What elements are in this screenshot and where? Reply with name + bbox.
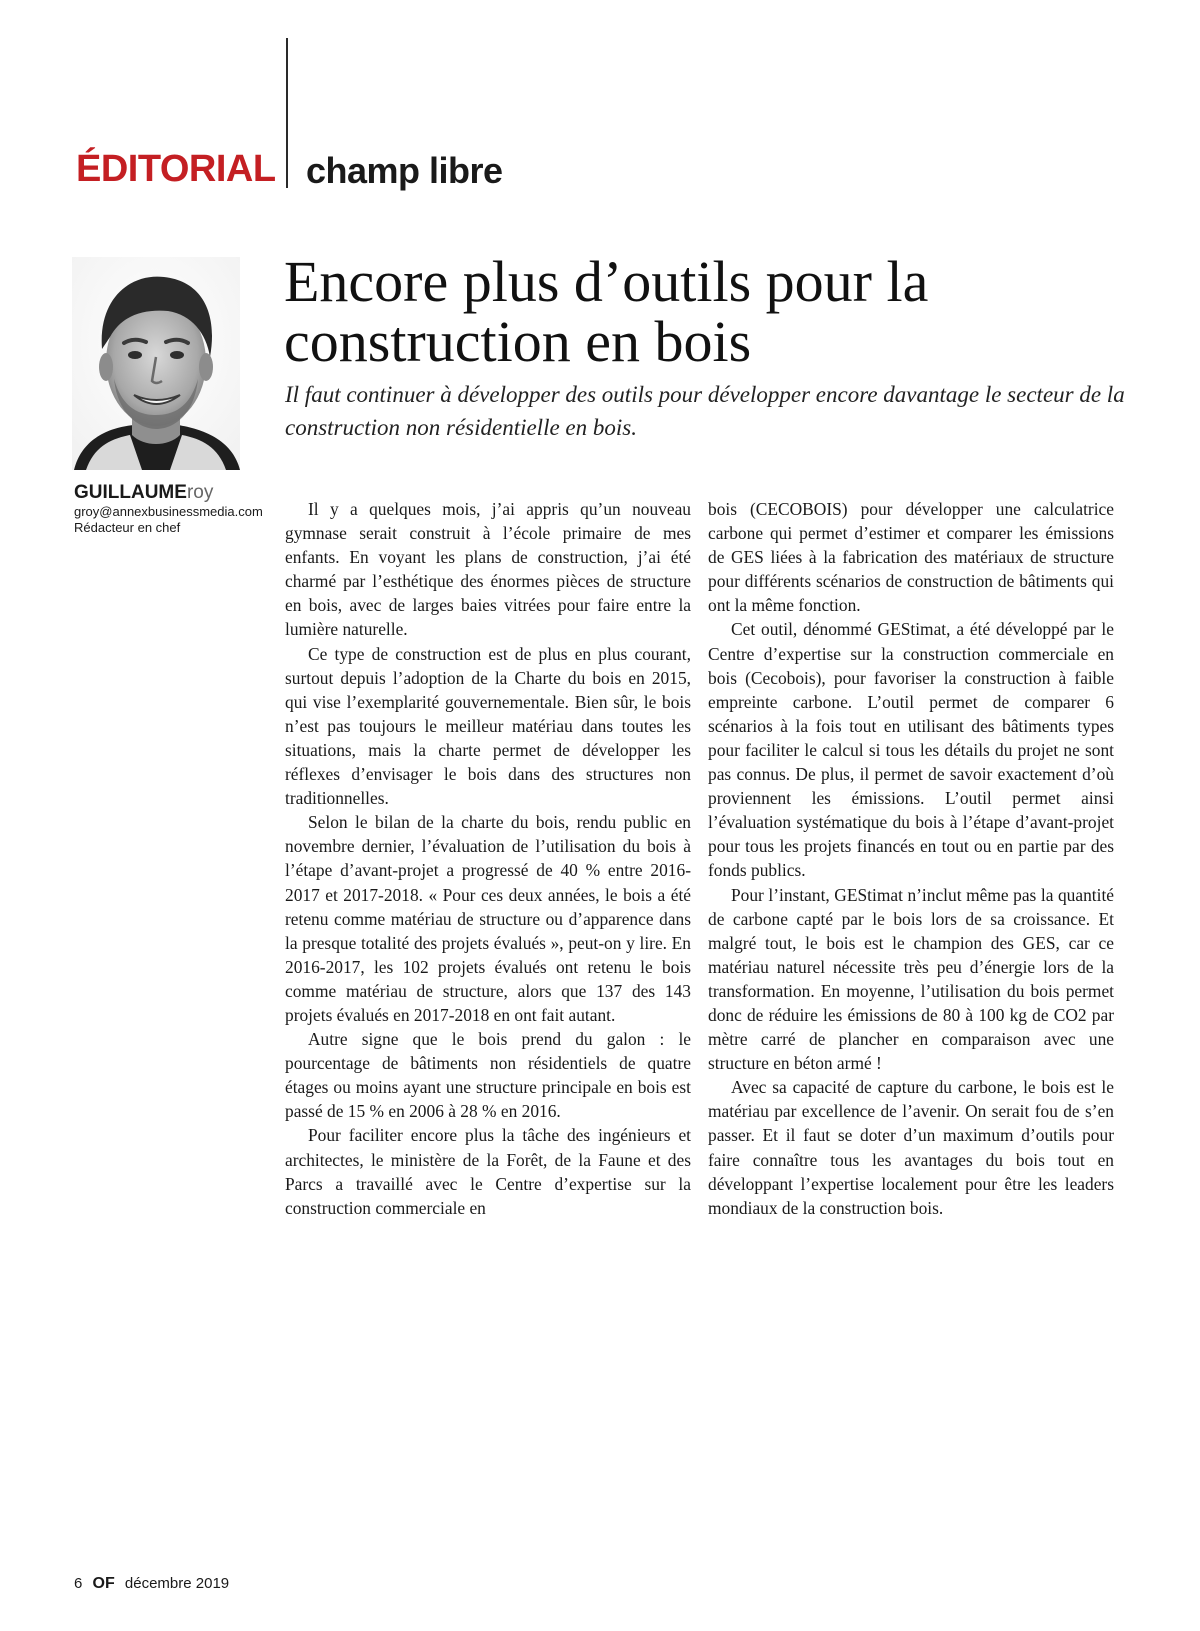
author-email: groy@annexbusinessmedia.com xyxy=(74,504,263,519)
paragraph: Il y a quelques mois, j’ai appris qu’un nouveau gymnase serait construit à l’école primaire de mes enfants. En voyant les plans de construction, j’ai été charmé par l’esthétique des énormes pièces de structure en bois, avec de larges baies vitrées pour faire entre la lumière naturelle. xyxy=(285,499,691,640)
column-name: champ libre xyxy=(306,150,503,191)
author-name xyxy=(74,482,284,504)
paragraph: Pour l’instant, GEStimat n’inclut même pas la quantité de carbone capté par le bois lors de sa croissance. Et malgré tout, le bois est le champion des GES, car ce matériau naturel nécessite très peu d’énergie lors de la transformation. En moyenne, l’utilisation du bois permet donc de réduire les émissions de 80 à 100 kg de CO2 par mètre carré de plancher en comparaison avec une structure en béton armé ! xyxy=(708,884,1114,1074)
section-header xyxy=(76,148,596,198)
issue-date: décembre 2019 xyxy=(124,1575,230,1592)
paragraph: Selon le bilan de la charte du bois, rendu public en novembre dernier, l’évaluation de l’utilisation du bois à l’étape d’avant-projet a progressé de 40 % entre 2016-2017 et 2017-2018. « Pour ces deux années, le bois a été retenu comme matériau de structure ou d’apparence dans la presque totalité des projets évalués », peut-on y lire. En 2016-2017, les 102 projets évalués ont retenu le bois comme matériau de structure, alors que 137 des 143 projets évalués en 2017-2018 en ont fait autant. xyxy=(285,812,691,1025)
author-role: Rédacteur en chef xyxy=(74,520,181,535)
paragraph: Autre signe que le bois prend du galon : le pourcentage de bâtiments non résidentiels de quatre étages ou moins ayant une structure principale en bois est passé de 15 % en 2006 à 28 % en 2016. xyxy=(285,1029,691,1122)
magazine-name: OF xyxy=(92,1575,115,1592)
paragraph: Avec sa capacité de capture du carbone, le bois est le matériau par excellence de l’avenir. On serait fou de s’en passer. Et il faut se doter d’un maximum d’outils pour faire connaître tous les avantages du bois tout en développant l’expertise localement pour être les leaders mondiaux de la construction bois. xyxy=(708,1077,1114,1218)
article-column-2 xyxy=(708,497,1114,1220)
page-number: 6 xyxy=(74,1575,83,1592)
author-portrait-photo xyxy=(72,257,240,470)
article-column-1 xyxy=(285,497,691,1220)
author-byline xyxy=(74,482,284,536)
paragraph: Pour faciliter encore plus la tâche des ingénieurs et architectes, le ministère de la Forêt, de la Faune et des Parcs a travaillé avec le Centre d’expertise sur la construction commerciale en xyxy=(285,1125,691,1218)
author-first-name: GUILLAUME xyxy=(74,482,187,503)
page-footer xyxy=(74,1575,229,1597)
paragraph: Cet outil, dénommé GEStimat, a été développé par le Centre d’expertise sur la construction commerciale en bois (Cecobois), pour favoriser la construction à faible empreinte carbone. L’outil permet de comparer 6 scénarios à la fois tout en utilisant des bâtiments types pour faciliter le calcul si tous les détails du projet ne sont pas connus. De plus, il permet de savoir exactement d’où proviennent les émissions. L’outil permet ainsi l’évaluation systématique du bois à l’étape d’avant-projet pour tous les projets financés en tout ou en partie par des fonds publics. xyxy=(708,619,1114,881)
author-last-name: roy xyxy=(186,482,214,503)
article-deck: Il faut continuer à développer des outils pour développer encore davantage le secteur de la construction non résidentielle en bois. xyxy=(285,382,1125,440)
section-label: ÉDITORIAL xyxy=(76,148,276,190)
article-headline: Encore plus d’outils pour la construction en bois xyxy=(284,249,929,374)
paragraph: bois (CECOBOIS) pour développer une calculatrice carbone qui permet d’estimer et comparer les émissions de GES liées à la fabrication des matériaux de structure pour différents scénarios de construction de bâtiments qui ont la même fonction. xyxy=(708,499,1114,616)
paragraph: Ce type de construction est de plus en plus courant, surtout depuis l’adoption de la Charte du bois en 2015, qui vise l’exemplarité gouvernementale. Bien sûr, le bois n’est pas toujours le meilleur matériau dans toutes les situations, mais la charte permet de développer les réflexes d’envisager le bois dans des structures non traditionnelles. xyxy=(285,643,691,809)
